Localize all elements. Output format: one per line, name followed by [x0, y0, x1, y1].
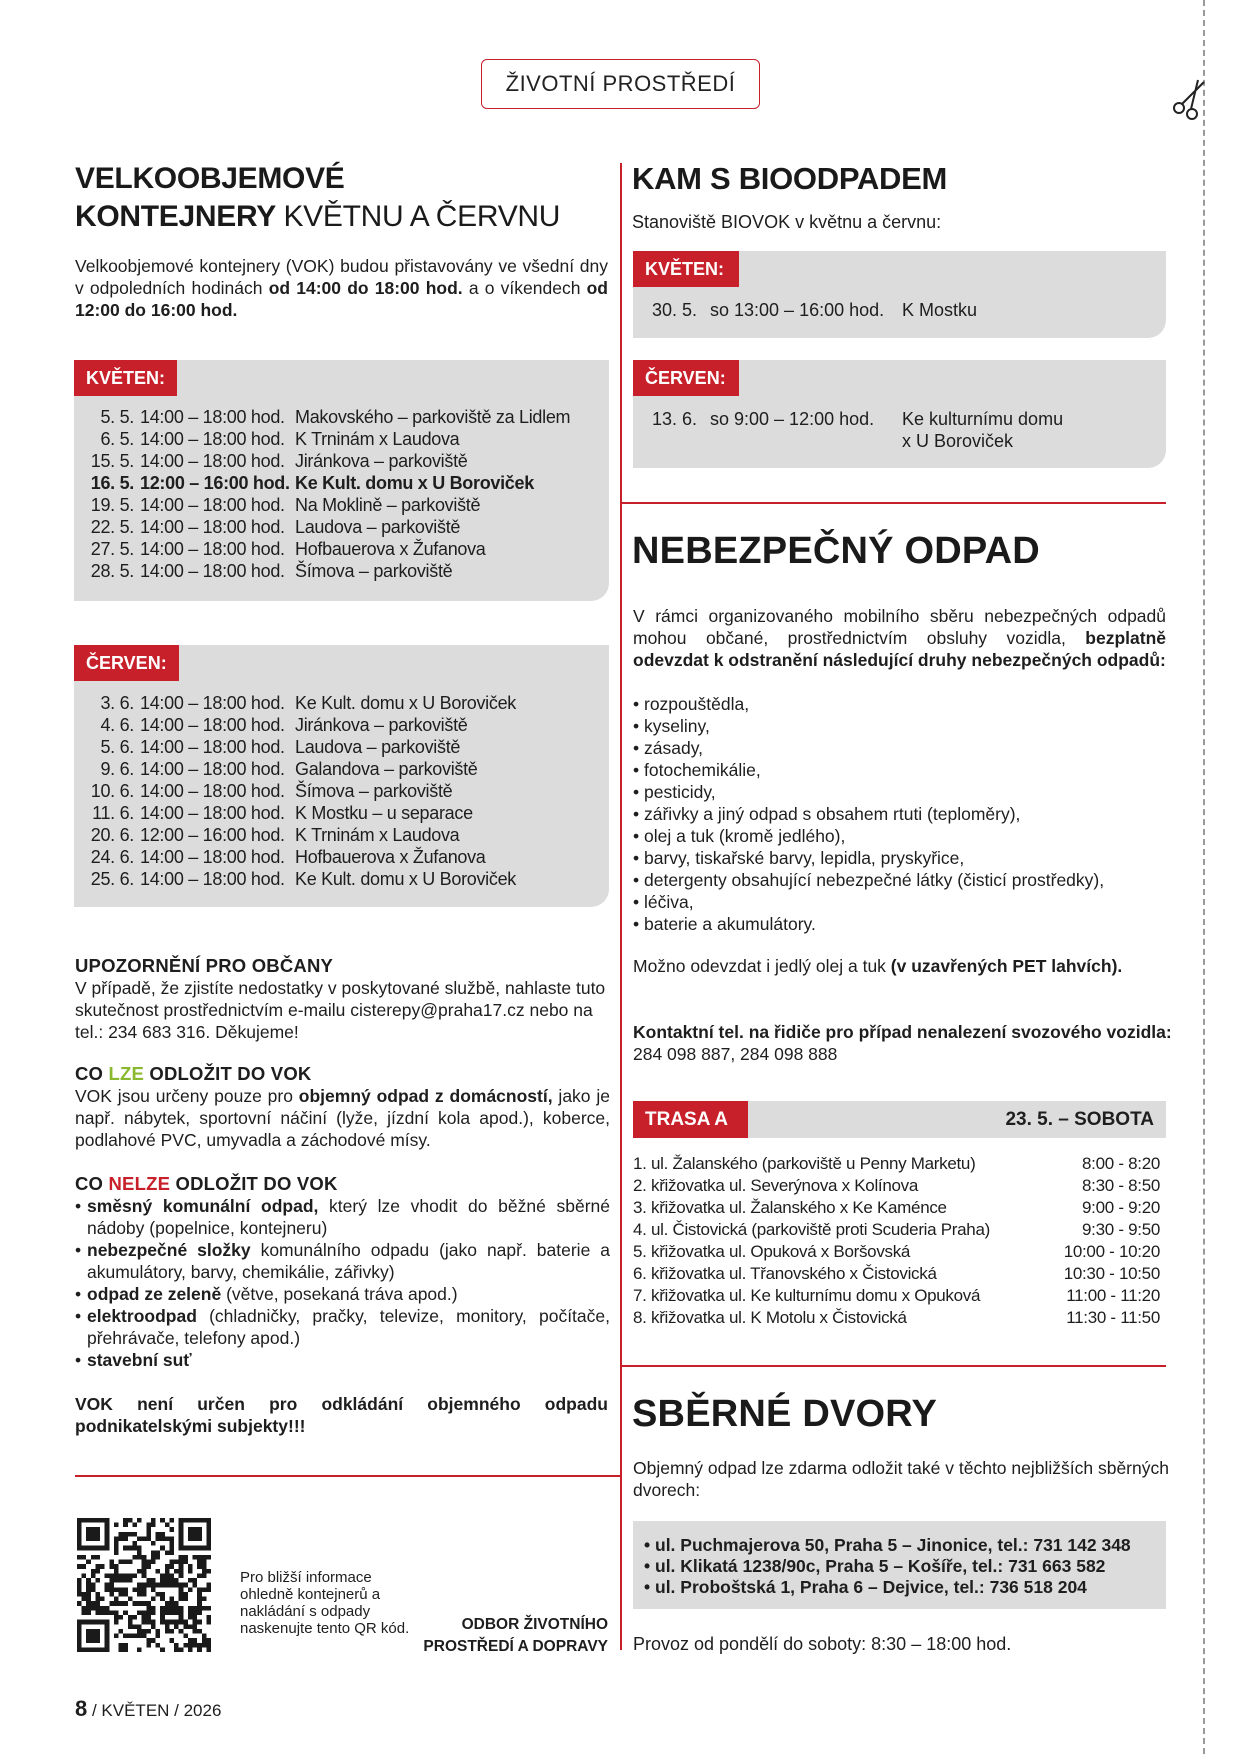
- schedule-date: 19. 5.: [90, 495, 134, 515]
- route-stop: [633, 1153, 1160, 1175]
- cannot-item-text: [87, 1239, 610, 1283]
- hazard-item-text: barvy, tiskařské barvy, lepidla, pryskyřice,: [644, 848, 965, 868]
- bullet-icon: •: [633, 804, 644, 824]
- bullet-icon: •: [633, 870, 644, 890]
- can-section: [75, 1063, 610, 1151]
- yard-item-text: ul. Proboštská 1, Praha 6 – Dejvice, tel.: 736 518 204: [655, 1577, 1087, 1597]
- qr-code: [77, 1518, 211, 1652]
- bio-title: KAM S BIOODPADEM: [632, 161, 947, 196]
- route-stop: [633, 1285, 1160, 1307]
- route-stop-place: 6. křižovatka ul. Třanovského x Čistovická: [633, 1264, 937, 1283]
- route-stop-place: 7. křižovatka ul. Ke kulturnímu domu x Opuková: [633, 1286, 981, 1305]
- cut-line: [1203, 0, 1205, 1754]
- hazard-item-text: léčiva,: [644, 892, 694, 912]
- route-stop-place: 3. křižovatka ul. Žalanského x Ke Kaménce: [633, 1198, 947, 1217]
- schedule-place: Laudova – parkoviště: [295, 517, 461, 537]
- schedule-row: [74, 472, 609, 494]
- bullet-icon: •: [633, 716, 644, 736]
- hazard-item-text: fotochemikálie,: [644, 760, 761, 780]
- hazard-item: [633, 803, 1173, 825]
- schedule-date: 24. 6.: [90, 847, 134, 867]
- schedule-row: [74, 758, 609, 780]
- schedule-place: Ke Kult. domu x U Boroviček: [295, 693, 516, 713]
- schedule-time: 14:00 – 18:00 hod.: [140, 517, 285, 537]
- bullet-icon: •: [644, 1556, 655, 1576]
- business-warning: VOK není určen pro odkládání objemného odpadu podnikatelskými subjekty!!!: [75, 1394, 608, 1436]
- schedule-row: [74, 494, 609, 516]
- cannot-item: [75, 1283, 610, 1305]
- route-stop-time: 8:00 - 8:20: [1082, 1154, 1160, 1173]
- hazard-item-text: zásady,: [644, 738, 704, 758]
- hazard-item: [633, 781, 1173, 803]
- can-heading: CO LZE ODLOŽIT DO VOK: [75, 1063, 312, 1084]
- hazard-item: [633, 715, 1173, 737]
- yard-item-text: ul. Puchmajerova 50, Praha 5 – Jinonice, tel.: 731 142 348: [655, 1535, 1131, 1555]
- cannot-item-text: [87, 1349, 610, 1371]
- schedule-date: 20. 6.: [90, 825, 134, 845]
- schedule-time: 14:00 – 18:00 hod.: [140, 539, 285, 559]
- bullet-icon: •: [633, 892, 644, 912]
- schedule-place: Ke Kult. domu x U Boroviček: [295, 869, 516, 889]
- schedule-place: Ke Kult. domu x U Boroviček: [295, 473, 534, 493]
- schedule-date: 5. 5.: [100, 407, 134, 427]
- schedule-row: [74, 450, 609, 472]
- schedule-row: [74, 736, 609, 758]
- scissors-icon: [1170, 78, 1206, 124]
- schedule-place: Jiránkova – parkoviště: [295, 451, 468, 471]
- route-stop-time: 10:00 - 10:20: [1063, 1242, 1160, 1261]
- cannot-item-text: [87, 1305, 610, 1349]
- schedule-time: 14:00 – 18:00 hod.: [140, 715, 285, 735]
- section-tag: ŽIVOTNÍ PROSTŘEDÍ: [481, 59, 760, 109]
- schedule-row: [74, 406, 609, 428]
- hazard-title: NEBEZPEČNÝ ODPAD: [632, 530, 1040, 572]
- cannot-item-bold: elektroodpad: [87, 1306, 197, 1326]
- cannot-heading: CO NELZE ODLOŽIT DO VOK: [75, 1173, 338, 1194]
- hazard-item-text: pesticidy,: [644, 782, 716, 802]
- column-divider: [620, 163, 622, 1650]
- cannot-item-desc: komunálního odpadu (jako např. baterie a akumulátory, barvy, chemikálie, zářivky): [87, 1240, 610, 1282]
- oil-note: Možno odevzdat i jedlý olej a tuk (v uzavřených PET lahvích).: [633, 956, 1123, 976]
- route-stop-place: 5. křižovatka ul. Opuková x Boršovská: [633, 1242, 911, 1261]
- bullet-icon: •: [633, 694, 644, 714]
- bullet-icon: •: [75, 1350, 82, 1370]
- hazard-item: [633, 913, 1173, 935]
- bullet-icon: •: [633, 738, 644, 758]
- driver-contact: Kontaktní tel. na řidiče pro případ nenalezení svozového vozidla: 284 098 887, 284 098 888: [633, 1022, 1172, 1064]
- bio-june-label: ČERVEN:: [633, 360, 739, 396]
- vok-title: VELKOOBJEMOVÉ KONTEJNERY KVĚTNU A ČERVNU: [75, 162, 561, 233]
- hazard-item: [633, 891, 1173, 913]
- schedule-date: 6. 5.: [100, 429, 134, 449]
- bio-may-row: 30. 5. so 13:00 – 16:00 hod. K Mostku: [652, 300, 978, 320]
- schedule-row: [74, 802, 609, 824]
- route-label: TRASA A: [633, 1101, 748, 1138]
- bullet-icon: •: [644, 1535, 655, 1555]
- vok-may-list: [74, 406, 609, 582]
- schedule-date: 16. 5.: [90, 473, 134, 493]
- schedule-date: 5. 6.: [100, 737, 134, 757]
- schedule-time: 14:00 – 18:00 hod.: [140, 693, 285, 713]
- schedule-place: Hofbauerova x Žufanova: [295, 847, 486, 867]
- cannot-item-desc: který lze vhodit do běžné sběrné nádoby (popelnice, kontejneru): [87, 1196, 610, 1238]
- vok-may-box: [74, 360, 609, 601]
- yards-box: [633, 1521, 1166, 1609]
- right-rule-1: [621, 502, 1166, 504]
- cannot-item-bold: nebezpečné složky: [87, 1240, 251, 1260]
- notice-text: V případě, že zjistíte nedostatky v poskytované službě, nahlaste tuto skutečnost prostřednictvím e-mailu cisterepy@praha17.cz nebo na tel.: 234 683 316. Děkujeme!: [75, 978, 606, 1042]
- schedule-time: 12:00 – 16:00 hod.: [140, 473, 290, 493]
- cannot-list: [75, 1195, 610, 1371]
- schedule-time: 14:00 – 18:00 hod.: [140, 759, 285, 779]
- schedule-date: 28. 5.: [90, 561, 134, 581]
- route-stop-time: 8:30 - 8:50: [1082, 1176, 1160, 1195]
- route-stop-time: 9:30 - 9:50: [1082, 1220, 1160, 1239]
- schedule-place: Jiránkova – parkoviště: [295, 715, 468, 735]
- schedule-place: K Trninám x Laudova: [295, 825, 460, 845]
- notice-section: [75, 955, 615, 1043]
- cannot-item-desc: (větve, posekaná tráva apod.): [221, 1284, 458, 1304]
- route-stop: [633, 1197, 1160, 1219]
- bullet-icon: •: [633, 914, 644, 934]
- route-stop-place: 8. křižovatka ul. K Motolu x Čistovická: [633, 1308, 907, 1327]
- schedule-row: [74, 846, 609, 868]
- bullet-icon: •: [633, 760, 644, 780]
- route-stop: [633, 1241, 1160, 1263]
- schedule-place: K Trninám x Laudova: [295, 429, 460, 449]
- schedule-time: 14:00 – 18:00 hod.: [140, 847, 285, 867]
- route-stop-time: 9:00 - 9:20: [1082, 1198, 1160, 1217]
- schedule-place: Šímova – parkoviště: [295, 781, 453, 801]
- cannot-item: [75, 1305, 610, 1349]
- yards-intro: Objemný odpad lze zdarma odložit také v těchto nejbližších sběrných dvorech:: [633, 1458, 1169, 1500]
- qr-caption: Pro bližší informace ohledně kontejnerů a nakládání s odpady naskenujte tento QR kód.: [240, 1569, 410, 1637]
- schedule-place: Hofbauerova x Žufanova: [295, 539, 486, 559]
- hazard-item-text: rozpouštědla,: [644, 694, 750, 714]
- schedule-time: 12:00 – 16:00 hod.: [140, 825, 285, 845]
- schedule-row: [74, 714, 609, 736]
- schedule-date: 11. 6.: [92, 803, 134, 823]
- hazard-item: [633, 759, 1173, 781]
- cannot-item-desc: (chladničky, pračky, televize, monitory, počítače, přehrávače, telefony apod.): [87, 1306, 610, 1348]
- schedule-place: Laudova – parkoviště: [295, 737, 461, 757]
- yard-item: [644, 1535, 1131, 1556]
- hazard-item-text: olej a tuk (kromě jedlého),: [644, 826, 846, 846]
- schedule-row: [74, 538, 609, 560]
- right-rule-2: [621, 1365, 1166, 1367]
- schedule-place: K Mostku – u separace: [295, 803, 473, 823]
- yards-list: [644, 1535, 1131, 1598]
- schedule-date: 10. 6.: [90, 781, 134, 801]
- schedule-place: Galandova – parkoviště: [295, 759, 478, 779]
- hazard-item: [633, 869, 1173, 891]
- route-stop: [633, 1175, 1160, 1197]
- hazard-intro: V rámci organizovaného mobilního sběru nebezpečných odpadů mohou občané, prostřednictvím obsluhy vozidla, bezplatně odevzdat k odstranění následující druhy nebezpečných odpadů:: [633, 606, 1166, 670]
- schedule-row: [74, 868, 609, 890]
- cannot-item-bold: odpad ze zeleně: [87, 1284, 222, 1304]
- route-list: [633, 1153, 1160, 1329]
- cannot-section: [75, 1173, 610, 1371]
- schedule-place: Šímova – parkoviště: [295, 561, 453, 581]
- route-stop-time: 11:00 - 11:20: [1066, 1286, 1160, 1305]
- yards-hours: Provoz od pondělí do soboty: 8:30 – 18:00 hod.: [633, 1634, 1012, 1654]
- hazard-item: [633, 693, 1173, 715]
- left-bottom-rule: [75, 1475, 620, 1477]
- yard-item-text: ul. Klikatá 1238/90c, Praha 5 – Košíře, tel.: 731 663 582: [655, 1556, 1106, 1576]
- cannot-item-bold: směsný komunální odpad,: [87, 1196, 319, 1216]
- department: ODBOR ŽIVOTNÍHO PROSTŘEDÍ A DOPRAVY: [423, 1616, 608, 1655]
- hazard-item-text: detergenty obsahující nebezpečné látky (čisticí prostředky),: [644, 870, 1105, 890]
- bio-may-box: [633, 251, 1166, 338]
- cannot-item-text: [87, 1283, 610, 1305]
- vok-may-label: KVĚTEN:: [74, 360, 177, 396]
- vok-june-list: [74, 692, 609, 890]
- schedule-time: 14:00 – 18:00 hod.: [140, 561, 285, 581]
- yard-item: [644, 1556, 1131, 1577]
- route-stop-place: 2. křižovatka ul. Severýnova x Kolínova: [633, 1176, 919, 1195]
- schedule-date: 4. 6.: [100, 715, 134, 735]
- hazard-item: [633, 737, 1173, 759]
- yards-title: SBĚRNÉ DVORY: [632, 1393, 938, 1435]
- can-text: VOK jsou určeny pouze pro objemný odpad z domácností, jako je např. nábytek, sportovní náčiní (lyže, jízdní kola apod.), koberce, podlahové PVC, umyvadla a záchodové mísy.: [75, 1086, 611, 1150]
- bio-subtitle: Stanoviště BIOVOK v květnu a červnu:: [632, 212, 942, 232]
- schedule-date: 15. 5.: [90, 451, 134, 471]
- hazard-item-text: zářivky a jiný odpad s obsahem rtuti (teploměry),: [644, 804, 1021, 824]
- bullet-icon: •: [633, 848, 644, 868]
- route-stop-time: 10:30 - 10:50: [1063, 1264, 1160, 1283]
- schedule-row: [74, 780, 609, 802]
- route-stop-place: 1. ul. Žalanského (parkoviště u Penny Marketu): [633, 1154, 976, 1173]
- cannot-item: [75, 1195, 610, 1239]
- vok-june-box: [74, 645, 609, 907]
- bio-june-box: [633, 360, 1166, 468]
- schedule-time: 14:00 – 18:00 hod.: [140, 495, 285, 515]
- route-header: [633, 1101, 1166, 1138]
- schedule-time: 14:00 – 18:00 hod.: [140, 803, 285, 823]
- bullet-icon: •: [75, 1240, 82, 1260]
- bullet-icon: •: [75, 1284, 82, 1304]
- issue-label: / KVĚTEN / 2026: [87, 1701, 222, 1720]
- page-number: 8: [75, 1696, 88, 1721]
- schedule-row: [74, 692, 609, 714]
- hazard-item-text: baterie a akumulátory.: [644, 914, 816, 934]
- route-stop: [633, 1219, 1160, 1241]
- vok-intro: Velkoobjemové kontejnery (VOK) budou přistavovány ve všední dny v odpoledních hodinách od 14:00 do 18:00 hod. a o víkendech od 12:00 do 16:00 hod.: [75, 256, 608, 320]
- bullet-icon: •: [75, 1306, 82, 1326]
- schedule-date: 9. 6.: [100, 759, 134, 779]
- schedule-row: [74, 428, 609, 450]
- schedule-row: [74, 516, 609, 538]
- schedule-date: 25. 6.: [90, 869, 134, 889]
- schedule-place: Makovského – parkoviště za Lidlem: [295, 407, 571, 427]
- schedule-date: 3. 6.: [100, 693, 134, 713]
- schedule-time: 14:00 – 18:00 hod.: [140, 429, 285, 449]
- yard-item: [644, 1577, 1131, 1598]
- vok-june-label: ČERVEN:: [74, 645, 179, 681]
- route-date: 23. 5. – SOBOTA: [1005, 1109, 1154, 1130]
- hazard-list: [633, 693, 1173, 935]
- bio-june-row: 13. 6. so 9:00 – 12:00 hod. Ke kulturnímu domu x U Boroviček: [652, 409, 1064, 451]
- schedule-time: 14:00 – 18:00 hod.: [140, 781, 285, 801]
- route-stop: [633, 1263, 1160, 1285]
- bullet-icon: •: [633, 826, 644, 846]
- route-stop-place: 4. ul. Čistovická (parkoviště proti Scuderia Praha): [633, 1220, 990, 1239]
- cannot-item: [75, 1349, 610, 1371]
- hazard-item: [633, 825, 1173, 847]
- page-footer: [75, 1696, 221, 1722]
- schedule-date: 27. 5.: [90, 539, 134, 559]
- bullet-icon: •: [644, 1577, 655, 1597]
- hazard-item: [633, 847, 1173, 869]
- cannot-item-text: [87, 1195, 610, 1239]
- schedule-time: 14:00 – 18:00 hod.: [140, 869, 285, 889]
- schedule-time: 14:00 – 18:00 hod.: [140, 407, 285, 427]
- bullet-icon: •: [633, 782, 644, 802]
- bio-may-label: KVĚTEN:: [633, 251, 739, 287]
- schedule-time: 14:00 – 18:00 hod.: [140, 737, 285, 757]
- route-stop-time: 11:30 - 11:50: [1066, 1308, 1160, 1327]
- schedule-time: 14:00 – 18:00 hod.: [140, 451, 285, 471]
- schedule-date: 22. 5.: [90, 517, 134, 537]
- hazard-item-text: kyseliny,: [644, 716, 710, 736]
- schedule-row: [74, 560, 609, 582]
- cannot-item-bold: stavební suť: [87, 1350, 192, 1370]
- notice-heading: UPOZORNĚNÍ PRO OBČANY: [75, 955, 334, 976]
- schedule-place: Na Moklině – parkoviště: [295, 495, 481, 515]
- schedule-row: [74, 824, 609, 846]
- cannot-item: [75, 1239, 610, 1283]
- route-stop: [633, 1307, 1160, 1329]
- bullet-icon: •: [75, 1196, 82, 1216]
